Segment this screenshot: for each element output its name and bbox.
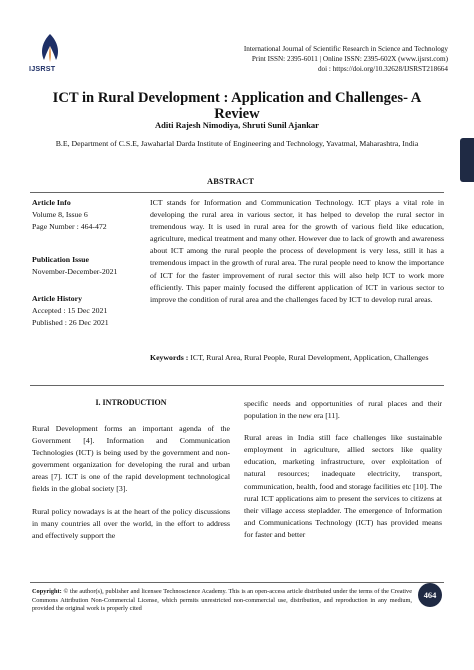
page-number-badge: 464 — [418, 583, 442, 607]
article-info-heading: Article Info — [32, 198, 71, 207]
publication-heading: Publication Issue — [32, 255, 89, 264]
article-pages: Page Number : 464-472 — [32, 222, 107, 231]
keywords-list: ICT, Rural Area, Rural People, Rural Development, Application, Challenges — [188, 353, 429, 362]
article-info — [32, 197, 152, 233]
paper-title: ICT in Rural Development : Application and Challenges- A Review — [52, 90, 422, 122]
keywords — [150, 352, 444, 364]
divider — [30, 192, 444, 193]
history-heading: Article History — [32, 294, 83, 303]
paragraph: Rural areas in India still face challenges like sustainable employment in agriculture, allied sectors like quality education, marketing infrastructure, over exploitation of natural resources; inadequate electricity, transport, communication, health, food and storage facilities etc [10]. The rural ICT applications aim to present the services to citizens at their village access stepladder. The emergence of Information and Communications Technology (ICT) has provided means for faster and better — [244, 433, 442, 539]
paragraph: Rural policy nowadays is at the heart of the policy discussions in many countries all over the world, in the effort to address and effectively support the — [32, 506, 230, 540]
history-accepted: Accepted : 15 Dec 2021 — [32, 306, 108, 315]
journal-doi[interactable]: doi : https://doi.org/10.32628/IJSRST218664 — [317, 65, 448, 73]
divider — [30, 385, 444, 386]
section-heading: I. INTRODUCTION — [95, 398, 167, 407]
left-column — [32, 423, 230, 552]
paragraph: specific needs and opportunities of rural places and their population in the new era [11]. — [244, 399, 442, 421]
abstract-body: ICT stands for Information and Communication Technology. ICT plays a vital role in developing the rural area in various sector, it has helped to develop the rural sector in tremendous way. It is used in rural area for the growth of various field like education, agriculture, medical treatment and many other. However due to lack of growth and awareness about ICT among the rural people the process of development is very less, still it has a tremendous impact in the growth of rural area. The rural people need to know the importance of ICT for the faster improvement of rural sector this will also help ICT to work more efficiently. This paper mainly focused the different application of ICT in various sector to improve the condition of rural area and the challenges faced by ICT to develop rural areas. — [150, 198, 444, 304]
journal-name: International Journal of Scientific Research in Science and Technology — [243, 45, 448, 53]
article-history — [32, 293, 152, 329]
paragraph: Rural Development forms an important agenda of the Government [4]. Information and Communication Technologies (ICT) is being used by the government and non-government organization for developing the rural and urban areas [7]. ICT is one of the rapid development technological fields in the global society [3]. — [32, 424, 230, 494]
right-column — [244, 398, 442, 551]
journal-info — [148, 44, 448, 74]
publication-info — [32, 254, 152, 278]
copyright-label: Copyright: — [32, 588, 62, 595]
divider — [30, 582, 444, 583]
publication-value: November-December-2021 — [32, 267, 118, 276]
keywords-label: Keywords : — [150, 353, 189, 362]
paper-authors: Aditi Rajesh Nimodiya, Shruti Sunil Ajankar — [155, 120, 319, 130]
paper-affiliation: B.E, Department of C.S.E, Jawaharlal Darda Institute of Engineering and Technology, Yavatmal, Maharashtra, India — [55, 139, 419, 148]
article-volume: Volume 8, Issue 6 — [32, 210, 88, 219]
history-published: Published : 26 Dec 2021 — [32, 318, 109, 327]
abstract-heading: ABSTRACT — [207, 177, 255, 186]
logo-text: IJSRST — [29, 64, 56, 73]
journal-issn: Print ISSN: 2395-6011 | Online ISSN: 2395-602X (www.ijsrst.com) — [251, 55, 448, 63]
copyright-text: © the author(s), publisher and licensee Technoscience Academy. This is an open-access article distributed under the terms of the Creative Commons Attribution Non-Commercial License, which permits unrestricted non-commercial use, distribution, and reproduction in any medium, provided the original work is properly cited — [32, 588, 412, 613]
side-tab — [460, 138, 474, 182]
copyright-notice — [32, 588, 412, 614]
